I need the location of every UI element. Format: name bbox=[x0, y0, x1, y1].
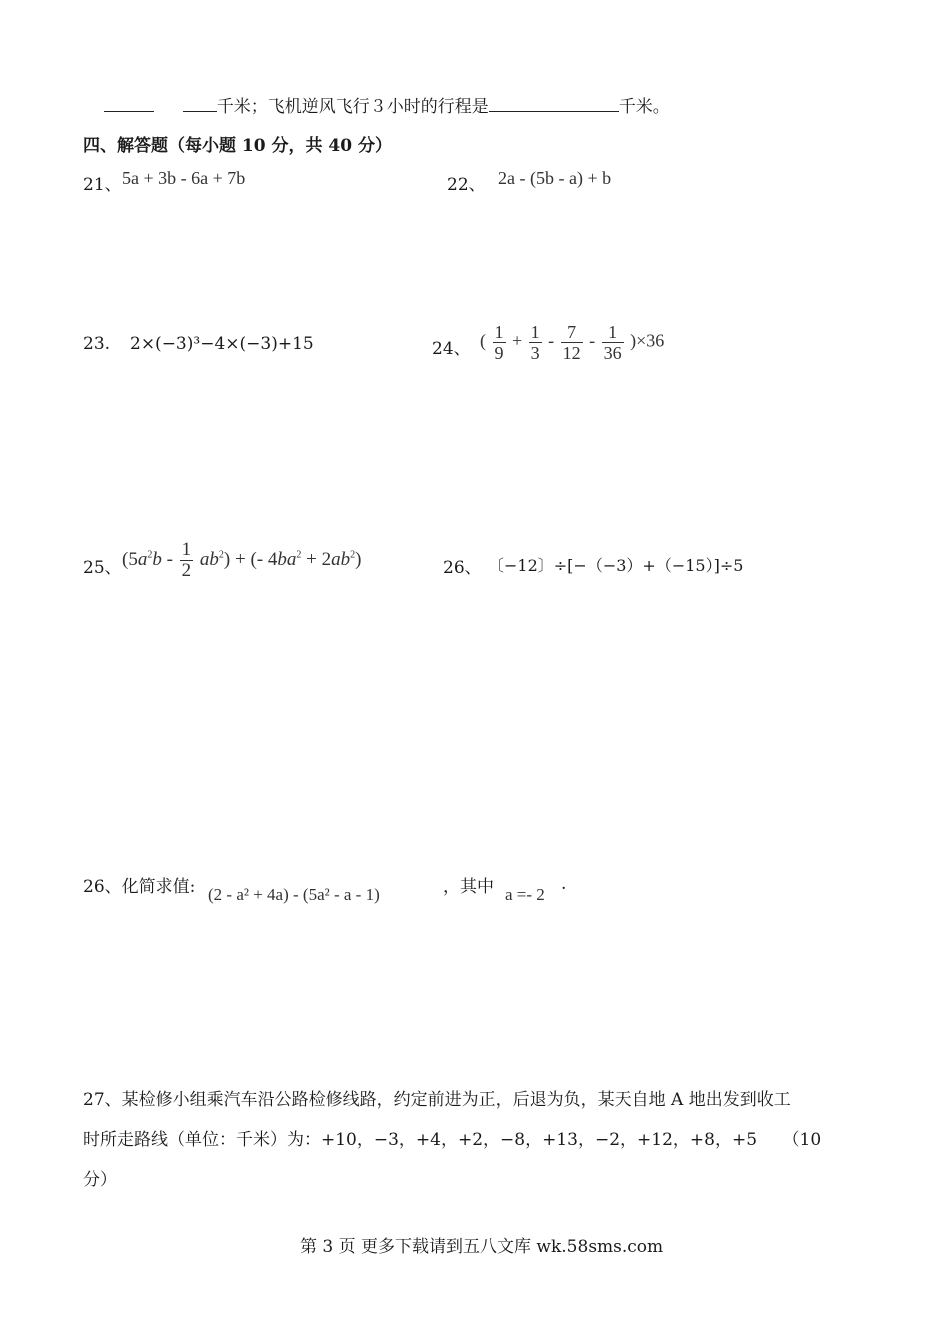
problem-26b-condition: a =- 2 bbox=[505, 885, 545, 904]
answer-blank-2[interactable] bbox=[183, 95, 217, 112]
problem-23-label: 23. bbox=[83, 334, 111, 354]
problem-27-paragraph bbox=[83, 1080, 873, 1200]
problem-26b-mid-text: ，其中 bbox=[443, 877, 494, 897]
problem-26-expression: 〔−12〕÷[−（−3）+（−15）]÷5 bbox=[488, 556, 744, 575]
fraction-1-9: $\frac{1}{9}$ bbox=[494, 322, 504, 363]
problem-26b-period: . bbox=[561, 874, 567, 894]
answer-blank-3[interactable] bbox=[489, 95, 619, 112]
top-line bbox=[104, 92, 670, 117]
problem-26b-label: 26、化简求值: bbox=[83, 877, 196, 897]
problem-27-line-1: 27、某检修小组乘汽车沿公路检修线路，约定前进为正，后退为负，某天自地 A 地出发到收工 bbox=[83, 1090, 791, 1110]
problem-24-label: 24、 bbox=[432, 339, 471, 359]
fraction-1-36: $\frac{1}{36}$ bbox=[603, 322, 622, 363]
problem-26-label: 26、 bbox=[443, 558, 482, 578]
fraction-7-12: $\frac{7}{12}$ bbox=[562, 322, 581, 363]
section-heading: 四、解答题（每小题 10 分，共 40 分） bbox=[83, 136, 392, 156]
problem-23-expression: 2×(−3)³−4×(−3)+15 bbox=[130, 334, 314, 354]
page-footer: 第 3 页 更多下载请到五八文库 wk.58sms.com bbox=[300, 1237, 664, 1257]
problem-25-expression: ($5a^2b$ - $\frac{1}{2}$ $ab^2$) + (- $4ba^2 + 2ab^2$) bbox=[122, 539, 362, 581]
problem-24-expression: ( $\frac{1}{9}$ + $\frac{1}{3}$ - $\frac{7}{12}$ - $\frac{1}{36}$ )×36 bbox=[480, 322, 665, 363]
problem-21-expression: 5a + 3b - 6a + 7b bbox=[122, 168, 246, 188]
problem-21-label: 21、 bbox=[83, 175, 122, 195]
top-line-text-a: 千米；飞机逆风飞行３小时的行程是 bbox=[216, 97, 489, 117]
fraction-1-3: $\frac{1}{3}$ bbox=[530, 322, 540, 363]
problem-22-expression: 2a - (5b - a) + b bbox=[498, 168, 612, 188]
answer-blank-1[interactable] bbox=[104, 95, 154, 112]
problem-22-label: 22、 bbox=[447, 175, 486, 195]
problem-27-line-2: 时所走路线（单位：千米）为：+10，−3，+4，+2，−8，+13，−2，+12，+8，+5 （10 bbox=[83, 1130, 822, 1150]
problem-26b-expression: (2 - a² + 4a) - (5a² - a - 1) bbox=[208, 885, 380, 904]
top-line-text-b: 千米。 bbox=[618, 97, 670, 117]
fraction-1-2: $\frac{1}{2}$ bbox=[181, 539, 192, 581]
problem-25-label: 25、 bbox=[83, 558, 122, 578]
problem-27-line-3: 分） bbox=[83, 1170, 117, 1190]
